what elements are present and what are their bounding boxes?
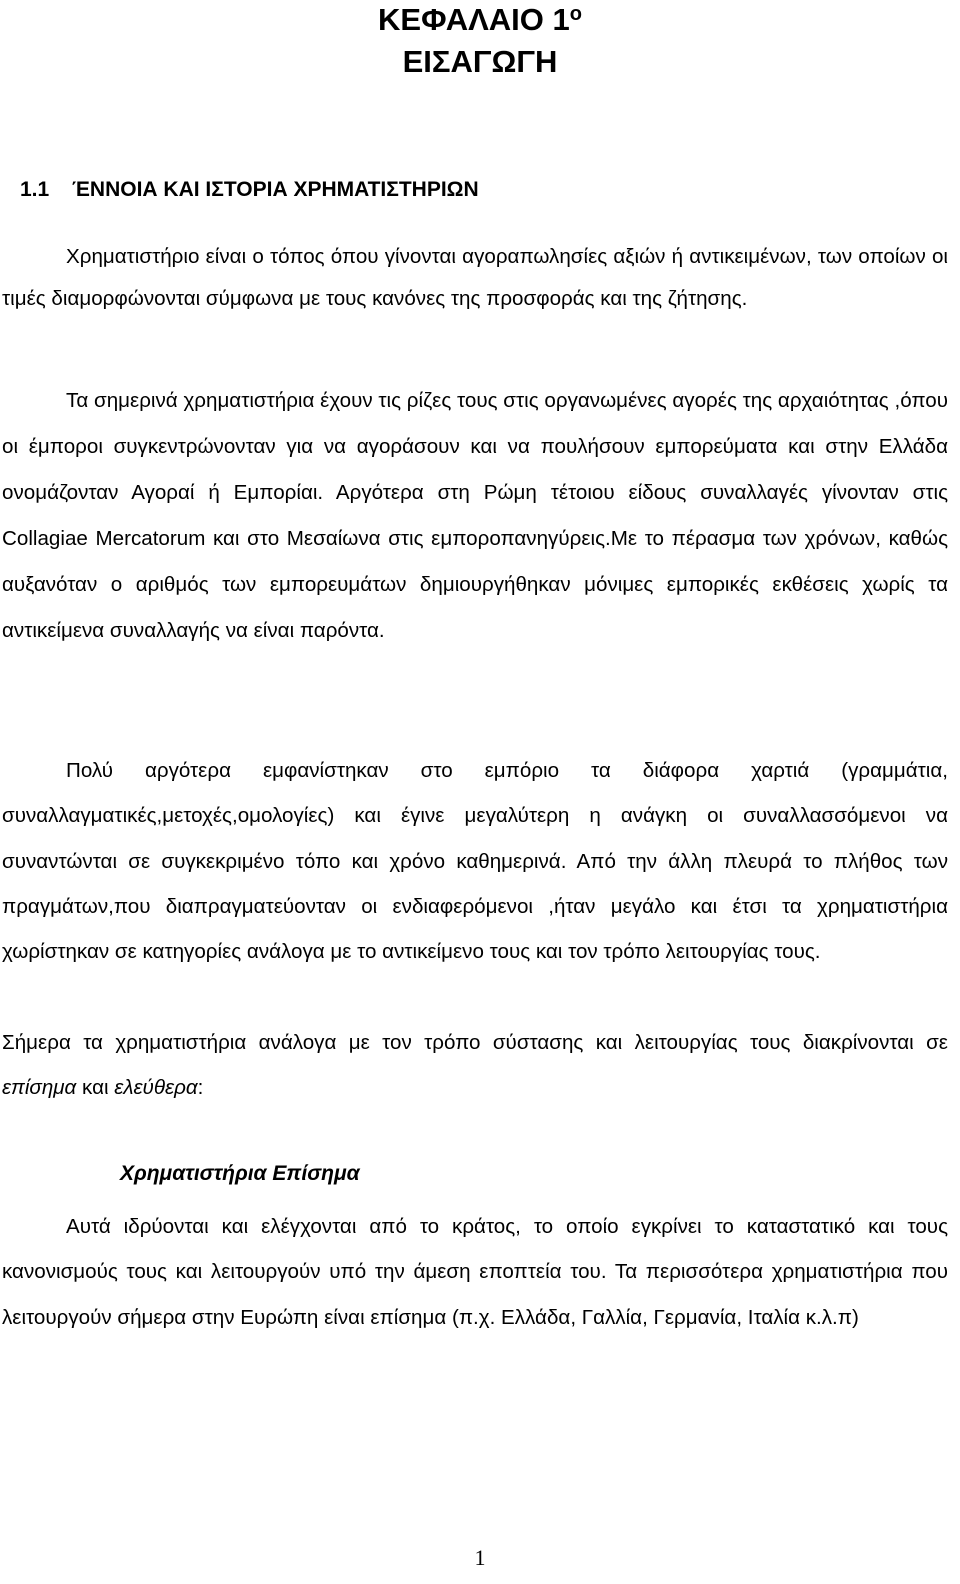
section-number: 1.1 [20,178,50,201]
paragraph-papers [2,748,948,974]
subheading-official-exchanges: Χρηματιστήρια Επίσημα [120,1162,360,1185]
paragraph-categories-colon: : [197,1076,204,1100]
page-number: 1 [474,1545,486,1570]
chapter-superscript: ο [569,3,582,25]
chapter-title-text: ΚΕΦΑΛΑΙΟ 1 [378,2,570,37]
term-official: επίσημα [2,1076,77,1100]
chapter-title [0,2,960,38]
chapter-subtitle: ΕΙΣΑΓΩΓΗ [402,44,558,79]
paragraph-history-text: Τα σημερινά χρηματιστήρια έχουν τις ρίζες τους στις οργανωμένες αγορές της αρχαιότητας ,όπου οι έμποροι συγκεντρώνονταν για να αγοράσουν και να πουλήσουν εμπορεύματα και στην Ελλάδα ονομάζονταν Αγοραί ή Εμπορίαι. Αργότερα στη Ρώμη τέτοιου είδους συναλλαγές γίνονταν στις Collagiae Mercatorum και στο Μεσαίωνα στις εμποροπανηγύρεις.Με το πέρασμα των χρόνων, καθώς αυξανόταν ο αριθμός των εμπορευμάτων δημιουργήθηκαν μόνιμες εμπορικές εκθέσεις χωρίς τα αντικείμενα συναλλαγής να είναι παρόντα. [2,389,948,642]
paragraph-official-text: Αυτά ιδρύονται και ελέγχονται από το κράτος, το οποίο εγκρίνει το καταστατικό και τους κανονισμούς τους και λειτουργούν υπό την άμεση εποπτεία του. Τα περισσότερα χρηματιστήρια που λειτουργούν σήμερα στην Ευρώπη είναι επίσημα (π.χ. Ελλάδα, Γαλλία, Γερμανία, Ιταλία κ.λ.π) [2,1215,948,1329]
paragraph-definition-text: Χρηματιστήριο είναι ο τόπος όπου γίνονται αγοραπωλησίες αξιών ή αντικειμένων, των οποίων οι τιμές διαμορφώνονται σύμφωνα με τους κανόνες της προσφοράς και της ζήτησης. [2,245,948,310]
paragraph-history [2,378,948,654]
paragraph-categories-and: και [76,1076,115,1100]
paragraph-categories-text: Σήμερα τα χρηματιστήρια ανάλογα με τον τρόπο σύστασης και λειτουργίας τους διακρίνονται σε [2,1031,948,1054]
term-free: ελεύθερα [114,1076,198,1100]
paragraph-categories [2,1020,948,1111]
section-heading [20,176,479,204]
paragraph-official [2,1204,948,1340]
paragraph-definition [2,236,948,320]
section-title: ΈΝΝΟΙΑ ΚΑΙ ΙΣΤΟΡΙΑ ΧΡΗΜΑΤΙΣΤΗΡΙΩΝ [72,178,479,201]
paragraph-papers-text: Πολύ αργότερα εμφανίστηκαν στο εμπόριο τα διάφορα χαρτιά (γραμμάτια, συναλλαγματικές,μετοχές,ομολογίες) και έγινε μεγαλύτερη η ανάγκη οι συναλλασσόμενοι να συναντώνται σε συγκεκριμένο τόπο και χρόνο καθημερινά. Από την άλλη πλευρά το πλήθος των πραγμάτων,που διαπραγματεύονταν οι ενδιαφερόμενοι ,ήταν μεγάλο και έτσι τα χρηματιστήρια χωρίστηκαν σε κατηγορίες ανάλογα με το αντικείμενο τους και τον τρόπο λειτουργίας τους. [2,759,948,964]
